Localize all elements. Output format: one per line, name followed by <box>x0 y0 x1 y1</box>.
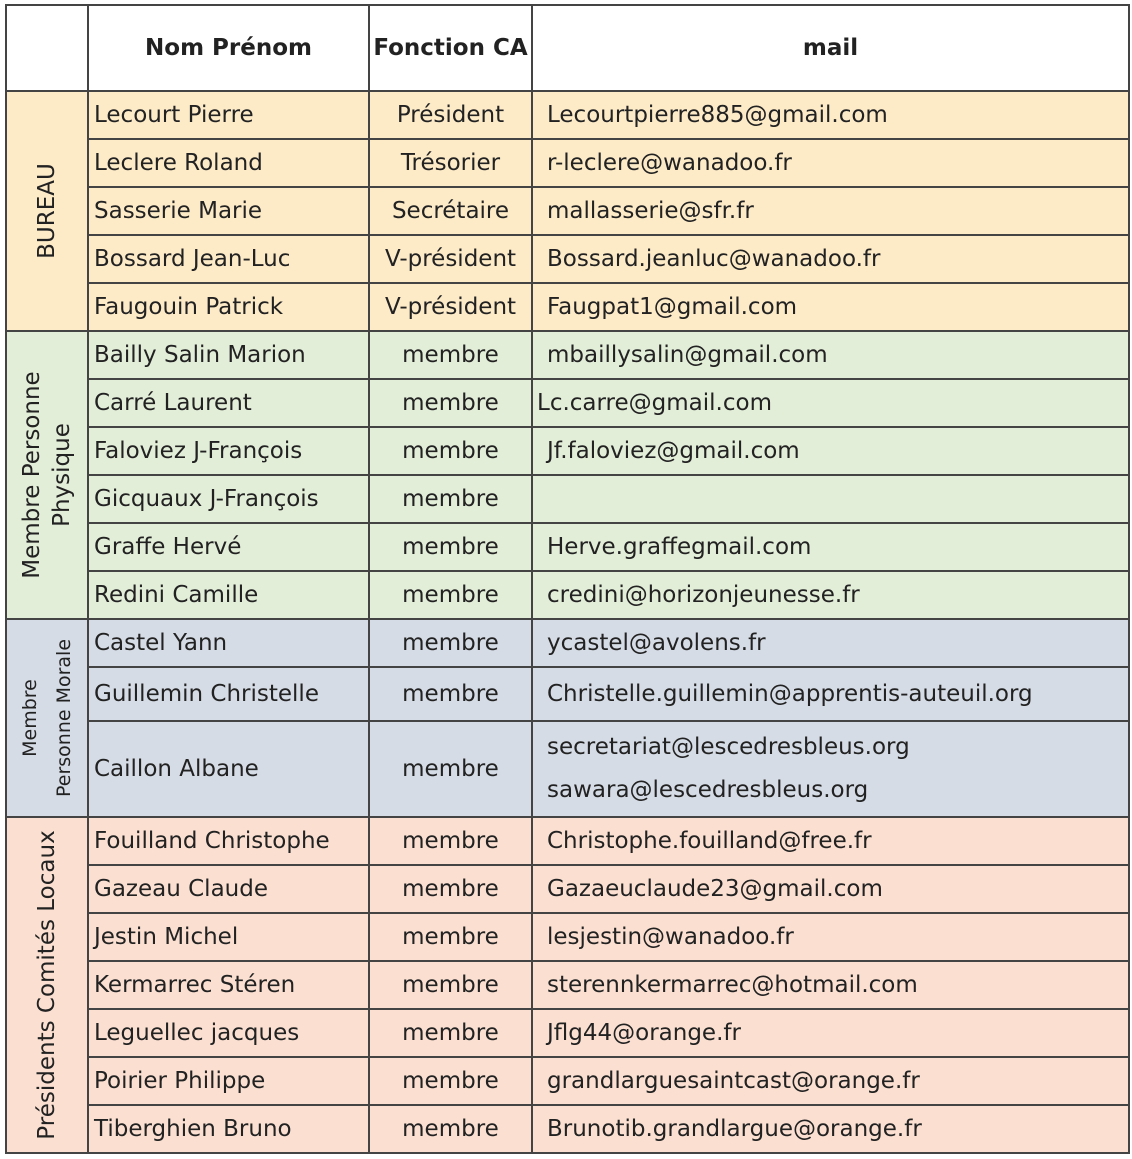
member-mail[interactable]: Lc.carre@gmail.com <box>532 379 1129 427</box>
table-row <box>6 865 1129 913</box>
member-name: Tiberghien Bruno <box>88 1105 369 1153</box>
table-row <box>6 235 1129 283</box>
member-function: membre <box>369 475 532 523</box>
member-name: Kermarrec Stéren <box>88 961 369 1009</box>
member-mail-cell <box>532 721 1129 817</box>
group-label-bureau: BUREAU <box>6 91 88 331</box>
member-function: V-président <box>369 235 532 283</box>
table-row <box>6 379 1129 427</box>
table-row <box>6 817 1129 865</box>
member-mail[interactable]: sterennkermarrec@hotmail.com <box>532 961 1129 1009</box>
table-row <box>6 331 1129 379</box>
member-function: membre <box>369 619 532 667</box>
member-function: V-président <box>369 283 532 331</box>
member-function: membre <box>369 571 532 619</box>
member-mail[interactable]: Bossard.jeanluc@wanadoo.fr <box>532 235 1129 283</box>
table-row <box>6 139 1129 187</box>
member-mail[interactable]: r-leclere@wanadoo.fr <box>532 139 1129 187</box>
header-mail: mail <box>532 5 1129 91</box>
table-row <box>6 721 1129 817</box>
member-mail[interactable]: Herve.graffegmail.com <box>532 523 1129 571</box>
member-function: Secrétaire <box>369 187 532 235</box>
member-mail[interactable]: secretariat@lescedresbleus.org <box>547 734 910 760</box>
member-mail[interactable]: Christophe.fouilland@free.fr <box>532 817 1129 865</box>
member-name: Caillon Albane <box>88 721 369 817</box>
member-name: Guillemin Christelle <box>88 667 369 721</box>
group-label-morale: Membre Personne Morale <box>6 619 88 817</box>
member-function: membre <box>369 379 532 427</box>
member-mail-secondary[interactable]: sawara@lescedresbleus.org <box>547 777 869 803</box>
member-function: membre <box>369 817 532 865</box>
member-function: membre <box>369 427 532 475</box>
member-mail[interactable]: Christelle.guillemin@apprentis-auteuil.org <box>532 667 1129 721</box>
table-row <box>6 1105 1129 1153</box>
member-mail[interactable]: credini@horizonjeunesse.fr <box>532 571 1129 619</box>
member-mail[interactable]: Jflg44@orange.fr <box>532 1009 1129 1057</box>
table-row <box>6 1009 1129 1057</box>
member-mail[interactable]: ycastel@avolens.fr <box>532 619 1129 667</box>
member-mail[interactable]: grandlarguesaintcast@orange.fr <box>532 1057 1129 1105</box>
member-function: Président <box>369 91 532 139</box>
table-row <box>6 523 1129 571</box>
member-mail[interactable]: Jf.faloviez@gmail.com <box>532 427 1129 475</box>
member-name: Bossard Jean-Luc <box>88 235 369 283</box>
member-name: Fouilland Christophe <box>88 817 369 865</box>
member-mail[interactable]: mbaillysalin@gmail.com <box>532 331 1129 379</box>
table-row <box>6 427 1129 475</box>
member-function: Trésorier <box>369 139 532 187</box>
member-name: Gicquaux J-François <box>88 475 369 523</box>
table-row <box>6 619 1129 667</box>
member-name: Sasserie Marie <box>88 187 369 235</box>
member-name: Redini Camille <box>88 571 369 619</box>
table-row <box>6 571 1129 619</box>
member-name: Poirier Philippe <box>88 1057 369 1105</box>
member-name: Lecourt Pierre <box>88 91 369 139</box>
table-row <box>6 667 1129 721</box>
members-table <box>5 4 1130 1154</box>
member-mail[interactable]: Faugpat1@gmail.com <box>532 283 1129 331</box>
member-name: Leclere Roland <box>88 139 369 187</box>
member-mail[interactable] <box>532 475 1129 523</box>
table-row <box>6 475 1129 523</box>
table-row <box>6 1057 1129 1105</box>
member-name: Jestin Michel <box>88 913 369 961</box>
table-row <box>6 913 1129 961</box>
header-function: Fonction CA <box>369 5 532 91</box>
group-label-locaux: Présidents Comités Locaux <box>6 817 88 1153</box>
member-mail[interactable]: Gazaeuclaude23@gmail.com <box>532 865 1129 913</box>
member-name: Faugouin Patrick <box>88 283 369 331</box>
table-row <box>6 961 1129 1009</box>
member-function: membre <box>369 1057 532 1105</box>
header-row <box>6 5 1129 91</box>
header-name: Nom Prénom <box>88 5 369 91</box>
member-mail[interactable]: lesjestin@wanadoo.fr <box>532 913 1129 961</box>
table-row <box>6 91 1129 139</box>
member-name: Carré Laurent <box>88 379 369 427</box>
table-row <box>6 283 1129 331</box>
member-function: membre <box>369 913 532 961</box>
member-mail[interactable]: Lecourtpierre885@gmail.com <box>532 91 1129 139</box>
member-mail[interactable]: mallasserie@sfr.fr <box>532 187 1129 235</box>
member-name: Faloviez J-François <box>88 427 369 475</box>
member-function: membre <box>369 961 532 1009</box>
member-function: membre <box>369 331 532 379</box>
member-name: Bailly Salin Marion <box>88 331 369 379</box>
group-label-physique: Membre Personne Physique <box>6 331 88 619</box>
member-function: membre <box>369 1105 532 1153</box>
member-name: Graffe Hervé <box>88 523 369 571</box>
member-function: membre <box>369 523 532 571</box>
member-function: membre <box>369 721 532 817</box>
member-function: membre <box>369 1009 532 1057</box>
member-function: membre <box>369 865 532 913</box>
member-function: membre <box>369 667 532 721</box>
member-name: Gazeau Claude <box>88 865 369 913</box>
header-group <box>6 5 88 91</box>
member-name: Leguellec jacques <box>88 1009 369 1057</box>
table-row <box>6 187 1129 235</box>
member-name: Castel Yann <box>88 619 369 667</box>
member-mail[interactable]: Brunotib.grandlargue@orange.fr <box>532 1105 1129 1153</box>
